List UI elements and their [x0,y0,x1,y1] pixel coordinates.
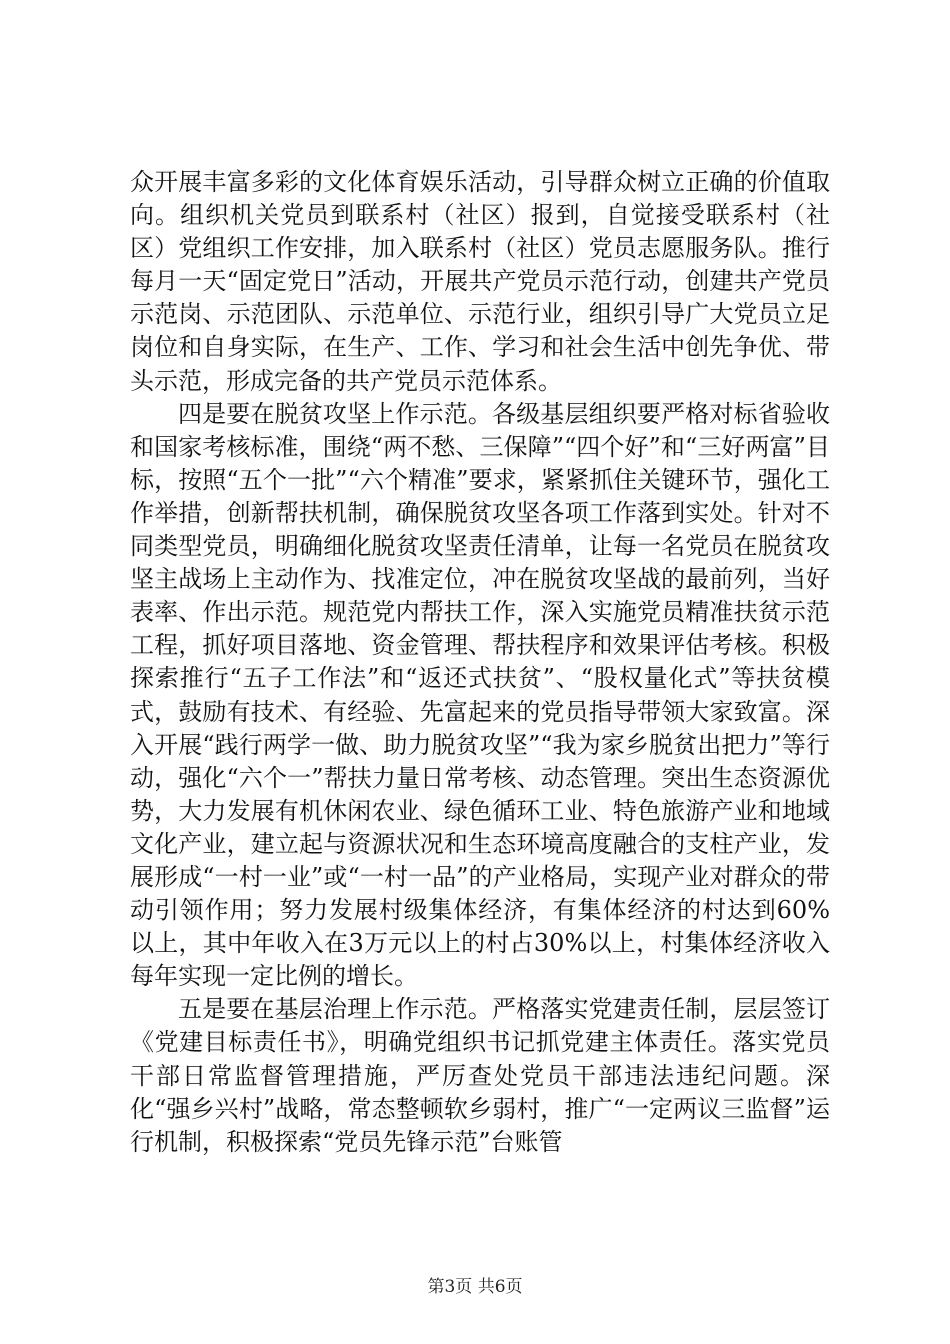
page-number-footer: 第3页 共6页 [427,1277,523,1297]
paragraph-continuation: 众开展丰富多彩的文化体育娱乐活动，引导群众树立正确的价值取向。组织机关党员到联系村（社区）报到，自觉接受联系村（社区）党组织工作安排，加入联系村（社区）党员志愿服务队。推行每月一天“固定党日”活动，开展共产党员示范行动，创建共产党员示范岗、示范团队、示范单位、示范行业，组织引导广大党员立足岗位和自身实际，在生产、工作、学习和社会生活中创先争优、带头示范，形成完备的共产党员示范体系。 [130,168,830,395]
document-body [130,166,830,1159]
paragraph-grassroots-governance: 五是要在基层治理上作示范。严格落实党建责任制，层层签订《党建目标责任书》，明确党组织书记抓党建主体责任。落实党员干部日常监督管理措施，严厉查处党员干部违法违纪问题。深化“强乡兴村”战略，常态整顿软乡弱村，推广“一定两议三监督”运行机制，积极探索“党员先锋示范”台账管 [130,995,830,1156]
paragraph-poverty-alleviation: 四是要在脱贫攻坚上作示范。各级基层组织要严格对标省验收和国家考核标准，围绕“两不愁、三保障”“四个好”和“三好两富”目标，按照“五个一批”“六个精准”要求，紧紧抓住关键环节，强化工作举措，创新帮扶机制，确保脱贫攻坚各项工作落到实处。针对不同类型党员，明确细化脱贫攻坚责任清单，让每一名党员在脱贫攻坚主战场上主动作为、找准定位，冲在脱贫攻坚战的最前列，当好表率、作出示范。规范党内帮扶工作，深入实施党员精准扶贫示范工程，抓好项目落地、资金管理、帮扶程序和效果评估考核。积极探索推行“五子工作法”和“返还式扶贫”、“股权量化式”等扶贫模式，鼓励有技术、有经验、先富起来的党员指导带领大家致富。深入开展“践行两学一做、助力脱贫攻坚”“我为家乡脱贫出把力”等行动，强化“六个一”帮扶力量日常考核、动态管理。突出生态资源优势，大力发展有机休闲农业、绿色循环工业、特色旅游产业和地域文化产业，建立起与资源状况和生态环境高度融合的支柱产业，发展形成“一村一业”或“一村一品”的产业格局，实现产业对群众的带动引领作用；努力发展村级集体经济，有集体经济的村达到60%以上，其中年收入在3万元以上的村占30%以上，村集体经济收入每年实现一定比例的增长。 [130,399,830,991]
